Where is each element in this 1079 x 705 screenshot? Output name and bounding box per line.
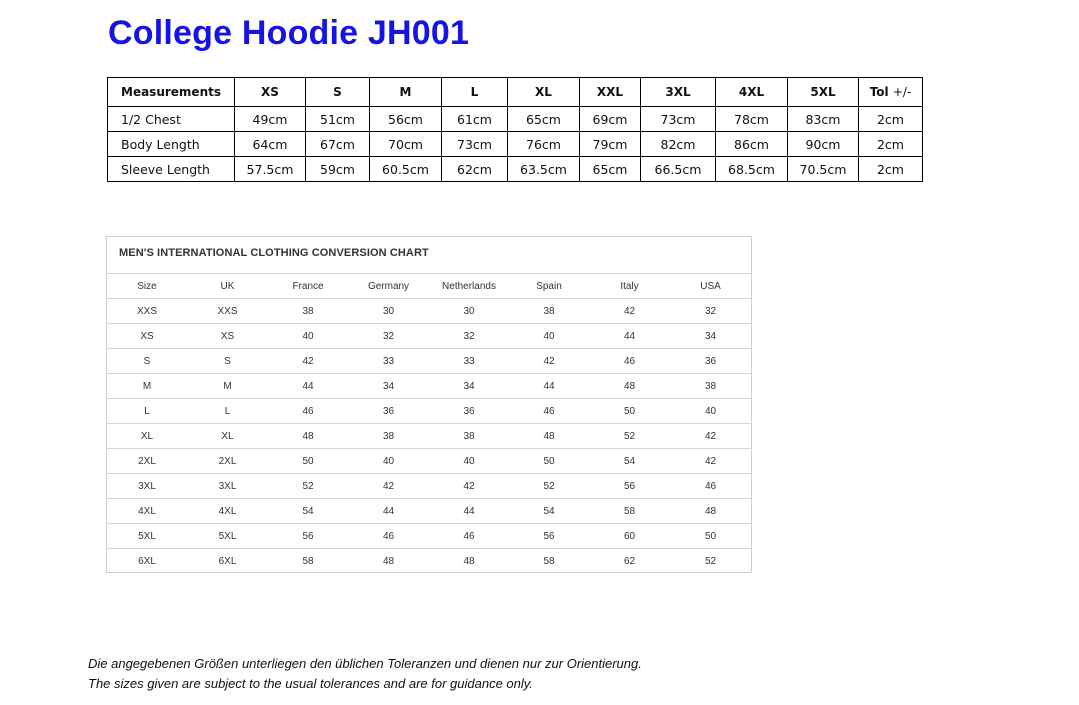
- conversion-header-cell: Spain: [509, 274, 589, 299]
- conversion-cell: 32: [348, 324, 429, 349]
- conversion-cell: 36: [348, 399, 429, 424]
- conversion-header-cell: Germany: [348, 274, 429, 299]
- conversion-row: [107, 299, 751, 324]
- measurement-value: 86cm: [716, 132, 788, 157]
- measurements-row: [108, 157, 923, 182]
- conversion-cell: 2XL: [107, 449, 187, 474]
- header-tolerance: [859, 78, 923, 107]
- conversion-header-row: [107, 274, 751, 299]
- tolerance-plus-minus: +/-: [892, 85, 912, 99]
- header-size-s: S: [306, 78, 370, 107]
- conversion-cell: 32: [429, 324, 509, 349]
- conversion-cell: 40: [429, 449, 509, 474]
- conversion-cell: 50: [670, 524, 751, 549]
- conversion-cell: 56: [268, 524, 348, 549]
- measurement-value: 57.5cm: [235, 157, 306, 182]
- conversion-cell: 48: [670, 499, 751, 524]
- measurement-value: 68.5cm: [716, 157, 788, 182]
- conversion-cell: 42: [268, 349, 348, 374]
- conversion-cell: 36: [429, 399, 509, 424]
- conversion-cell: 42: [589, 299, 670, 324]
- measurement-value: 73cm: [641, 107, 716, 132]
- measurement-value: 76cm: [508, 132, 580, 157]
- conversion-row: [107, 399, 751, 424]
- measurement-value: 61cm: [442, 107, 508, 132]
- conversion-cell: 34: [670, 324, 751, 349]
- conversion-cell: 58: [589, 499, 670, 524]
- conversion-cell: S: [107, 349, 187, 374]
- measurement-value: 49cm: [235, 107, 306, 132]
- conversion-row: [107, 374, 751, 399]
- conversion-cell: 46: [268, 399, 348, 424]
- conversion-cell: 40: [509, 324, 589, 349]
- conversion-cell: 4XL: [187, 499, 268, 524]
- measurement-value: 82cm: [641, 132, 716, 157]
- measurement-value: 2cm: [859, 107, 923, 132]
- conversion-cell: 54: [509, 499, 589, 524]
- conversion-cell: XXS: [107, 299, 187, 324]
- conversion-header-cell: USA: [670, 274, 751, 299]
- conversion-cell: 36: [670, 349, 751, 374]
- conversion-chart: [106, 236, 752, 573]
- header-measurements: Measurements: [108, 78, 235, 107]
- conversion-cell: 44: [268, 374, 348, 399]
- header-size-m: M: [370, 78, 442, 107]
- conversion-cell: 3XL: [107, 474, 187, 499]
- conversion-cell: 52: [268, 474, 348, 499]
- conversion-cell: 44: [348, 499, 429, 524]
- conversion-cell: 34: [348, 374, 429, 399]
- conversion-header-cell: UK: [187, 274, 268, 299]
- conversion-row: [107, 474, 751, 499]
- conversion-cell: 5XL: [107, 524, 187, 549]
- conversion-row: [107, 499, 751, 524]
- conversion-row: [107, 424, 751, 449]
- conversion-cell: S: [187, 349, 268, 374]
- header-size-4xl: 4XL: [716, 78, 788, 107]
- conversion-cell: L: [107, 399, 187, 424]
- measurement-label: 1/2 Chest: [108, 107, 235, 132]
- measurement-value: 59cm: [306, 157, 370, 182]
- note-english: The sizes given are subject to the usual tolerances and are for guidance only.: [88, 676, 533, 691]
- conversion-cell: 6XL: [107, 549, 187, 574]
- conversion-cell: 48: [348, 549, 429, 574]
- conversion-cell: 54: [589, 449, 670, 474]
- conversion-cell: 48: [589, 374, 670, 399]
- header-size-5xl: 5XL: [788, 78, 859, 107]
- conversion-header-cell: Italy: [589, 274, 670, 299]
- measurements-row: [108, 107, 923, 132]
- conversion-cell: 42: [429, 474, 509, 499]
- conversion-cell: 44: [429, 499, 509, 524]
- page-title: College Hoodie JH001: [108, 14, 470, 52]
- conversion-row: [107, 349, 751, 374]
- conversion-row: [107, 524, 751, 549]
- conversion-cell: 48: [268, 424, 348, 449]
- measurement-value: 2cm: [859, 132, 923, 157]
- conversion-cell: 38: [348, 424, 429, 449]
- conversion-cell: 50: [589, 399, 670, 424]
- conversion-cell: 50: [509, 449, 589, 474]
- measurement-value: 63.5cm: [508, 157, 580, 182]
- conversion-cell: 6XL: [187, 549, 268, 574]
- conversion-cell: 50: [268, 449, 348, 474]
- measurement-value: 62cm: [442, 157, 508, 182]
- conversion-cell: M: [107, 374, 187, 399]
- measurement-value: 70.5cm: [788, 157, 859, 182]
- conversion-cell: 40: [670, 399, 751, 424]
- conversion-cell: XXS: [187, 299, 268, 324]
- conversion-cell: XL: [107, 424, 187, 449]
- conversion-cell: 42: [670, 449, 751, 474]
- conversion-cell: 44: [589, 324, 670, 349]
- conversion-cell: 42: [509, 349, 589, 374]
- conversion-cell: 58: [509, 549, 589, 574]
- conversion-cell: 48: [429, 549, 509, 574]
- measurements-row: [108, 132, 923, 157]
- conversion-cell: XS: [187, 324, 268, 349]
- conversion-cell: M: [187, 374, 268, 399]
- measurement-label: Sleeve Length: [108, 157, 235, 182]
- conversion-cell: 46: [670, 474, 751, 499]
- conversion-chart-title: MEN'S INTERNATIONAL CLOTHING CONVERSION CHART: [119, 247, 429, 259]
- conversion-cell: 30: [429, 299, 509, 324]
- measurement-value: 65cm: [580, 157, 641, 182]
- measurement-value: 78cm: [716, 107, 788, 132]
- header-size-xs: XS: [235, 78, 306, 107]
- conversion-cell: 32: [670, 299, 751, 324]
- conversion-cell: 56: [509, 524, 589, 549]
- header-size-xxl: XXL: [580, 78, 641, 107]
- measurement-value: 56cm: [370, 107, 442, 132]
- measurement-value: 70cm: [370, 132, 442, 157]
- conversion-header-cell: Size: [107, 274, 187, 299]
- conversion-cell: 40: [268, 324, 348, 349]
- conversion-cell: 5XL: [187, 524, 268, 549]
- conversion-cell: 44: [509, 374, 589, 399]
- measurement-value: 79cm: [580, 132, 641, 157]
- conversion-header-cell: Netherlands: [429, 274, 509, 299]
- conversion-cell: 34: [429, 374, 509, 399]
- conversion-cell: 52: [589, 424, 670, 449]
- conversion-cell: 38: [670, 374, 751, 399]
- conversion-cell: 46: [589, 349, 670, 374]
- measurement-value: 60.5cm: [370, 157, 442, 182]
- conversion-cell: 46: [509, 399, 589, 424]
- measurement-value: 69cm: [580, 107, 641, 132]
- measurement-value: 65cm: [508, 107, 580, 132]
- measurements-header-row: [108, 78, 923, 107]
- measurement-value: 2cm: [859, 157, 923, 182]
- conversion-cell: 48: [509, 424, 589, 449]
- conversion-cell: 52: [670, 549, 751, 574]
- conversion-cell: 60: [589, 524, 670, 549]
- conversion-cell: 38: [268, 299, 348, 324]
- conversion-cell: 42: [670, 424, 751, 449]
- conversion-cell: 3XL: [187, 474, 268, 499]
- measurement-label: Body Length: [108, 132, 235, 157]
- conversion-cell: XL: [187, 424, 268, 449]
- measurement-value: 64cm: [235, 132, 306, 157]
- conversion-cell: 54: [268, 499, 348, 524]
- conversion-row: [107, 549, 751, 574]
- conversion-row: [107, 449, 751, 474]
- conversion-table: [107, 273, 751, 573]
- measurement-value: 73cm: [442, 132, 508, 157]
- measurement-value: 66.5cm: [641, 157, 716, 182]
- header-size-3xl: 3XL: [641, 78, 716, 107]
- note-german: Die angegebenen Größen unterliegen den üblichen Toleranzen und dienen nur zur Orientierung.: [88, 656, 642, 671]
- conversion-cell: L: [187, 399, 268, 424]
- tolerance-label: Tol: [869, 85, 889, 99]
- measurement-value: 90cm: [788, 132, 859, 157]
- conversion-cell: 62: [589, 549, 670, 574]
- conversion-cell: XS: [107, 324, 187, 349]
- conversion-cell: 33: [348, 349, 429, 374]
- conversion-cell: 42: [348, 474, 429, 499]
- conversion-cell: 46: [429, 524, 509, 549]
- conversion-cell: 38: [429, 424, 509, 449]
- conversion-cell: 38: [509, 299, 589, 324]
- conversion-cell: 33: [429, 349, 509, 374]
- measurement-value: 51cm: [306, 107, 370, 132]
- measurement-value: 67cm: [306, 132, 370, 157]
- conversion-cell: 4XL: [107, 499, 187, 524]
- header-size-xl: XL: [508, 78, 580, 107]
- conversion-cell: 52: [509, 474, 589, 499]
- conversion-cell: 40: [348, 449, 429, 474]
- conversion-cell: 30: [348, 299, 429, 324]
- conversion-row: [107, 324, 751, 349]
- header-size-l: L: [442, 78, 508, 107]
- measurements-table: [107, 77, 923, 182]
- measurement-value: 83cm: [788, 107, 859, 132]
- conversion-cell: 2XL: [187, 449, 268, 474]
- conversion-cell: 56: [589, 474, 670, 499]
- conversion-header-cell: France: [268, 274, 348, 299]
- conversion-cell: 58: [268, 549, 348, 574]
- conversion-cell: 46: [348, 524, 429, 549]
